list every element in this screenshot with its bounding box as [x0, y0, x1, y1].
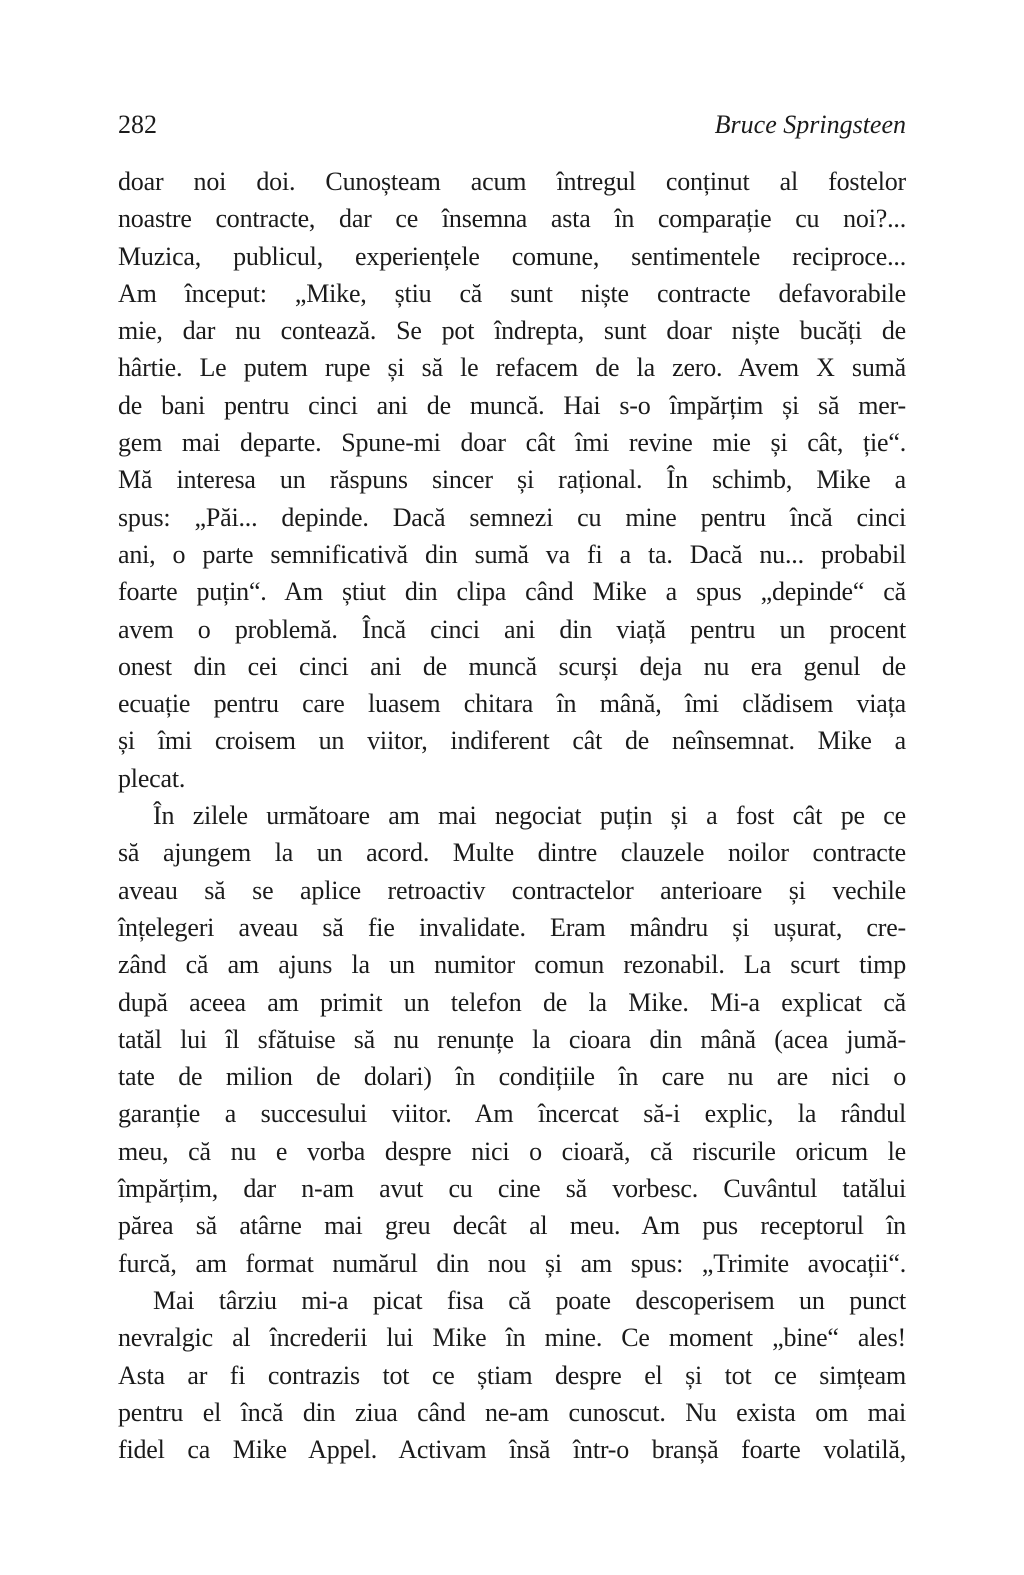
text-line: Muzica, publicul, experiențele comune, sentimentele reciproce... [118, 241, 906, 271]
text-line: mie, dar nu contează. Se pot îndrepta, sunt doar niște bucăți de [118, 316, 906, 346]
text-line: aveau să se aplice retroactiv contractelor anterioare și vechile [118, 875, 906, 905]
text-line: avem o problemă. Încă cinci ani din viață pentru un procent [118, 614, 906, 644]
text-line: Asta ar fi contrazis tot ce știam despre el și tot ce simțeam [118, 1360, 906, 1390]
text-line: și îmi croisem un viitor, indiferent cât de neînsemnat. Mike a [118, 726, 906, 756]
text-line: Mai târziu mi-a picat fisa că poate descoperisem un punct [153, 1285, 906, 1315]
text-line: tate de milion de dolari) în condițiile în care nu are nici o [118, 1062, 906, 1092]
text-line: spus: „Păi... depinde. Dacă semnezi cu mine pentru încă cinci [118, 502, 906, 532]
text-line: meu, că nu e vorba despre nici o cioară, că riscurile oricum le [118, 1136, 906, 1166]
text-line: În zilele următoare am mai negociat puțin și a fost cât pe ce [153, 801, 906, 831]
text-line: onest din cei cinci ani de muncă scurși deja nu era genul de [118, 651, 906, 681]
text-line: înțelegeri aveau să fie invalidate. Eram mândru și ușurat, cre- [118, 912, 906, 942]
text-line: nevralgic al încrederii lui Mike în mine. Ce moment „bine“ ales! [118, 1323, 906, 1353]
body-text [118, 163, 906, 1468]
text-line: gem mai departe. Spune-mi doar cât îmi revine mie și cât, ție“. [118, 428, 906, 458]
running-head-title: Bruce Springsteen [714, 110, 906, 139]
text-line: fidel ca Mike Appel. Activam însă într-o branșă foarte volatilă, [118, 1435, 906, 1465]
text-line: doar noi doi. Cunoșteam acum întregul conținut al fostelor [118, 167, 906, 196]
text-line: de bani pentru cinci ani de muncă. Hai s-o împărțim și să mer- [118, 390, 906, 420]
text-line: Mă interesa un răspuns sincer și rațional. În schimb, Mike a [118, 465, 906, 495]
text-line: pentru el încă din ziua când ne-am cunoscut. Nu exista om mai [118, 1397, 906, 1427]
text-line: foarte puțin“. Am știut din clipa când Mike a spus „depinde“ că [118, 577, 906, 607]
text-line: ecuație pentru care luasem chitara în mână, îmi clădisem viața [118, 689, 906, 719]
text-line: zând că am ajuns la un numitor comun rezonabil. La scurt timp [118, 950, 906, 980]
text-line: părea să atârne mai greu decât al meu. Am pus receptorul în [118, 1211, 906, 1241]
text-line: furcă, am format numărul din nou și am spus: „Trimite avocații“. [118, 1248, 906, 1278]
running-header [118, 110, 906, 140]
page-number: 282 [118, 110, 157, 139]
text-line: hârtie. Le putem rupe și să le refacem de la zero. Avem X sumă [118, 353, 906, 383]
text-line: după aceea am primit un telefon de la Mike. Mi-a explicat că [118, 987, 906, 1017]
text-line: împărțim, dar n-am avut cu cine să vorbesc. Cuvântul tatălui [118, 1174, 906, 1204]
text-line: plecat. [118, 763, 186, 793]
text-line: să ajungem la un acord. Multe dintre clauzele noilor contracte [118, 838, 906, 868]
text-line: ani, o parte semnificativă din sumă va fi a ta. Dacă nu... probabil [118, 539, 906, 569]
text-line: Am început: „Mike, știu că sunt niște contracte defavorabile [118, 278, 906, 308]
text-line: noastre contracte, dar ce însemna asta în comparație cu noi?... [118, 204, 906, 234]
text-line: tatăl lui îl sfătuise să nu renunțe la cioara din mână (acea jumă- [118, 1024, 906, 1054]
text-line: garanție a succesului viitor. Am încercat să-i explic, la rândul [118, 1099, 906, 1129]
